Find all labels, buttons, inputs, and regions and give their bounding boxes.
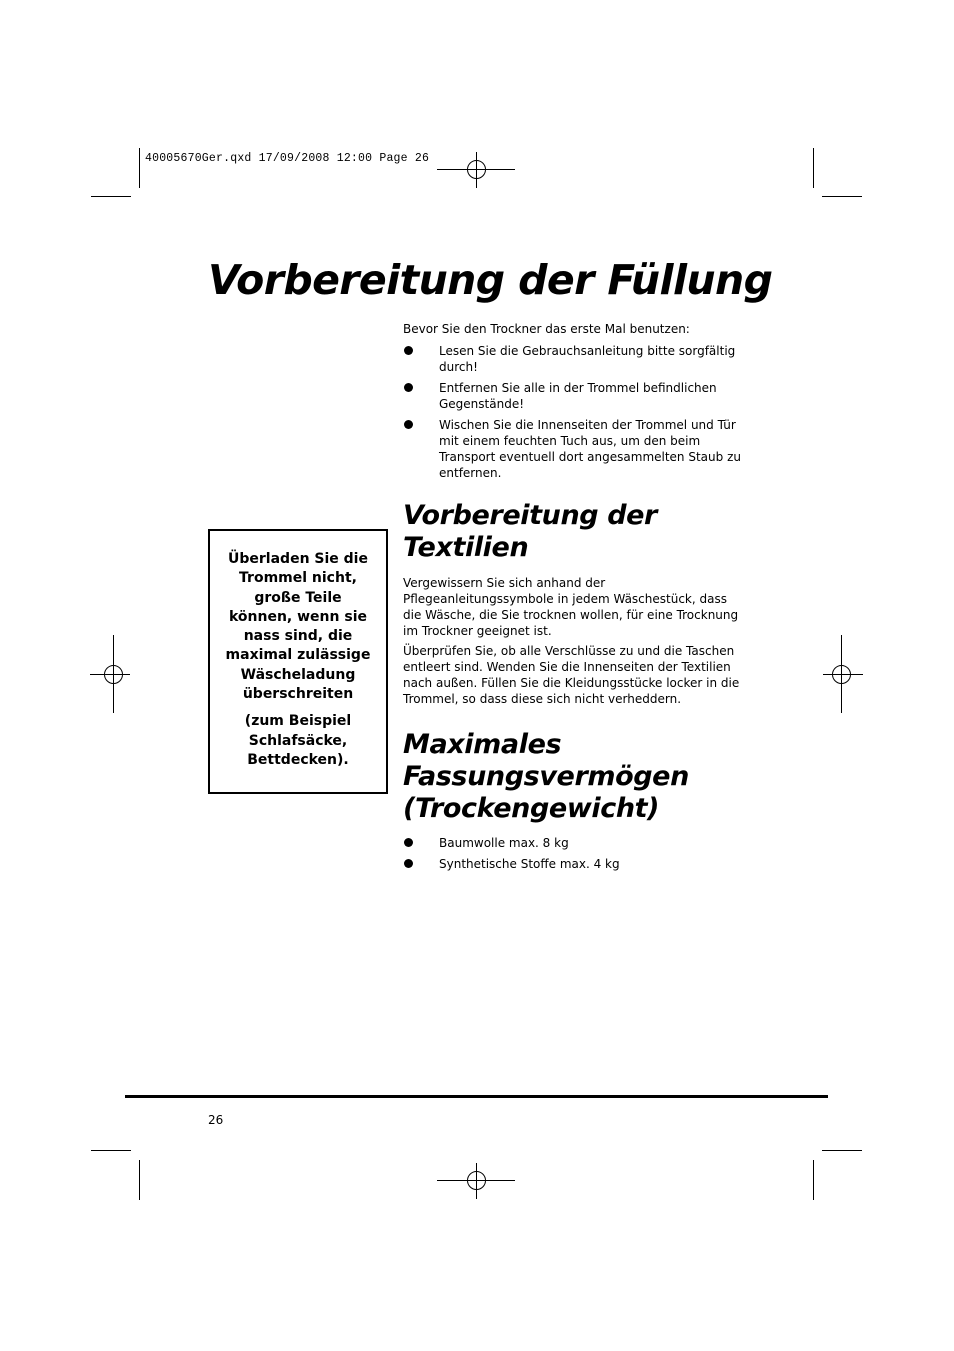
page-title: Vorbereitung der Füllung — [208, 256, 773, 304]
bullet-icon — [404, 420, 413, 429]
bullet-icon — [404, 859, 413, 868]
section-heading-textiles — [403, 500, 748, 564]
registration-mark-icon — [437, 1161, 517, 1201]
crop-mark — [91, 1150, 131, 1151]
intro-section — [403, 321, 748, 486]
crop-mark — [139, 1160, 140, 1200]
registration-mark-icon — [90, 635, 130, 715]
list-item — [403, 343, 748, 375]
page-number: 26 — [208, 1113, 224, 1127]
crop-mark — [91, 196, 131, 197]
intro-bullet-list — [403, 343, 748, 481]
crop-mark — [813, 1160, 814, 1200]
textiles-section — [403, 500, 748, 711]
list-item-text: Synthetische Stoffe max. 4 kg — [439, 857, 620, 871]
intro-lead: Bevor Sie den Trockner das erste Mal benutzen: — [403, 322, 690, 336]
footer-rule — [125, 1095, 828, 1098]
list-item-text: Lesen Sie die Gebrauchsanleitung bitte sorgfältig durch! — [439, 344, 736, 374]
crop-mark — [139, 148, 140, 188]
crop-mark — [822, 1150, 862, 1151]
heading-line: Fassungsvermögen — [403, 761, 689, 792]
print-slug: 40005670Ger.qxd 17/09/2008 12:00 Page 26 — [145, 152, 430, 165]
list-item-text: Wischen Sie die Innenseiten der Trommel und Tür mit einem feuchten Tuch aus, um den beim Transport eventuell dort angesammelten Staub zu entfernen. — [439, 418, 741, 480]
list-item — [403, 380, 748, 412]
bullet-icon — [404, 383, 413, 392]
bullet-icon — [404, 346, 413, 355]
heading-line: Vorbereitung der — [403, 500, 657, 531]
section-heading-capacity — [403, 729, 748, 825]
textiles-paragraph: Überprüfen Sie, ob alle Verschlüsse zu und die Taschen entleert sind. Wenden Sie die Innenseiten der Textilien nach außen. Füllen Sie die Kleidungsstücke locker in die Trommel, so dass diese sich nicht verheddern. — [403, 644, 740, 706]
list-item-text: Entfernen Sie alle in der Trommel befindlichen Gegenstände! — [439, 381, 717, 411]
capacity-bullet-list — [403, 835, 748, 872]
capacity-section — [403, 729, 748, 877]
list-item — [403, 417, 748, 481]
list-item — [403, 835, 748, 851]
list-item-text: Baumwolle max. 8 kg — [439, 836, 569, 850]
registration-mark-icon — [437, 150, 517, 190]
registration-mark-icon — [823, 635, 863, 715]
list-item — [403, 856, 748, 872]
bullet-icon — [404, 838, 413, 847]
heading-line: (Trockengewicht) — [403, 793, 660, 824]
warning-box — [208, 529, 388, 794]
crop-mark — [822, 196, 862, 197]
warning-text: Überladen Sie die Trommel nicht, große Teile können, wenn sie nass sind, die maximal zulässige Wäscheladung überschreiten — [225, 551, 371, 703]
crop-mark — [813, 148, 814, 188]
heading-line: Maximales — [403, 729, 562, 760]
heading-line: Textilien — [403, 532, 529, 563]
textiles-paragraph: Vergewissern Sie sich anhand der Pflegeanleitungssymbole in jedem Wäschestück, dass die Wäsche, die Sie trocknen wollen, für eine Trocknung im Trockner geeignet ist. — [403, 576, 739, 638]
warning-example: (zum Beispiel Schlafsäcke, Bettdecken). — [244, 713, 352, 768]
